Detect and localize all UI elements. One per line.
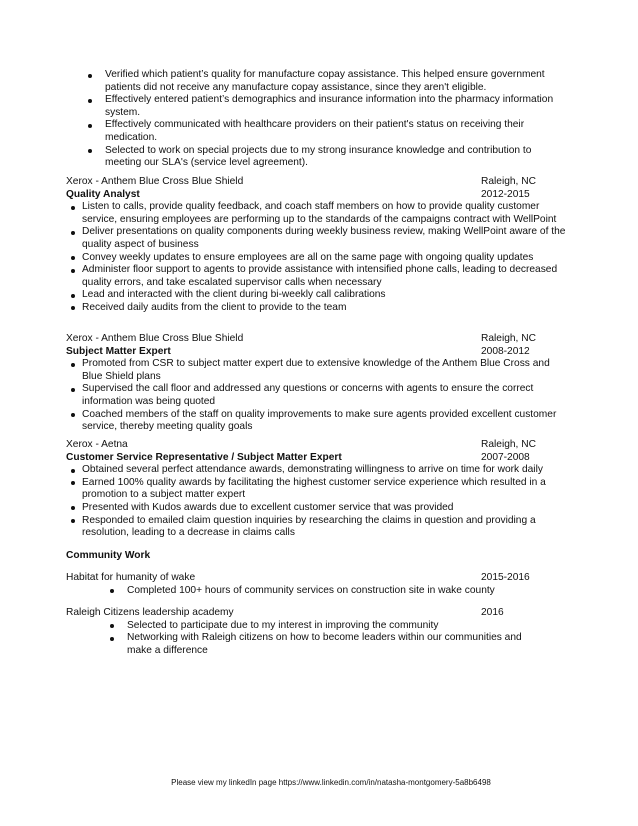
list-item: Coached members of the staff on quality improvements to make sure agents provided excellent customer service, thereby meeting quality goals [82, 409, 572, 434]
list-item: Administer floor support to agents to provide assistance with intensified phone calls, leading to decreased quality errors, and take escalated supervisor calls when necessary [82, 264, 572, 289]
employer: Xerox - Anthem Blue Cross Blue Shield [66, 333, 244, 344]
job-bullets [82, 201, 572, 314]
list-item: Effectively communicated with healthcare providers on their patient's status on receiving their medication. [105, 119, 560, 144]
employer: Xerox - Anthem Blue Cross Blue Shield [66, 176, 244, 187]
section-heading-community: Community Work [66, 550, 151, 561]
job-bullets [82, 358, 572, 434]
job-location: Raleigh, NC [481, 333, 536, 344]
job-title: Customer Service Representative / Subject Matter Expert [66, 451, 342, 463]
community-bullets [127, 620, 547, 658]
org-dates: 2015-2016 [481, 572, 530, 583]
list-item: Presented with Kudos awards due to excellent customer service that was provided [82, 502, 572, 515]
list-item: Selected to participate due to my interest in improving the community [127, 620, 547, 633]
job-customer-service-rep [66, 439, 572, 540]
job-dates: 2008-2012 [481, 345, 530, 357]
job-title-row [66, 189, 572, 202]
org-dates: 2016 [481, 607, 504, 618]
list-item: Responded to emailed claim question inquiries by researching the claims in question and providing a resolution, leading to a decrease in claims calls [82, 515, 572, 540]
community-bullets [127, 585, 547, 598]
org-name: Habitat for humanity of wake [66, 572, 196, 583]
job-dates: 2012-2015 [481, 188, 530, 200]
employer: Xerox - Aetna [66, 439, 128, 450]
list-item: Received daily audits from the client to provide to the team [82, 302, 572, 315]
list-item: Completed 100+ hours of community services on construction site in wake county [127, 585, 547, 598]
job-header [66, 439, 572, 452]
community-item-leadership [66, 607, 572, 657]
list-item: Obtained several perfect attendance awards, demonstrating willingness to arrive on time for work daily [82, 464, 572, 477]
job-location: Raleigh, NC [481, 176, 536, 187]
list-item: Networking with Raleigh citizens on how to become leaders within our communities and make a difference [127, 632, 547, 657]
job-title: Subject Matter Expert [66, 345, 171, 357]
list-item: Supervised the call floor and addressed any questions or concerns with agents to ensure the correct information was being quoted [82, 383, 572, 408]
job-header [66, 176, 572, 189]
list-item: Lead and interacted with the client during bi-weekly call calibrations [82, 289, 572, 302]
list-item: Deliver presentations on quality components during weekly business review, making WellPoint aware of the quality aspect of business [82, 226, 572, 251]
footer-linkedin-note: Please view my linkedIn page https://www.linkedin.com/in/natasha-montgomery-5a8b6498 [171, 778, 491, 787]
previous-job-bullets [105, 69, 560, 170]
list-item: Listen to calls, provide quality feedback, and coach staff members on how to provide quality customer service, ensuring employees are performing up to the standards of the campaigns contract with WellPoint [82, 201, 572, 226]
community-item-habitat [66, 572, 572, 597]
job-title-row [66, 346, 572, 359]
org-name: Raleigh Citizens leadership academy [66, 607, 234, 618]
list-item: Promoted from CSR to subject matter expert due to extensive knowledge of the Anthem Blue Cross and Blue Shield plans [82, 358, 572, 383]
list-item: Earned 100% quality awards by facilitating the highest customer service experience which resulted in a promotion to a subject matter expert [82, 477, 572, 502]
list-item: Effectively entered patient’s demographics and insurance information into the pharmacy information system. [105, 94, 560, 119]
job-title: Quality Analyst [66, 188, 140, 200]
job-subject-matter-expert [66, 333, 572, 434]
job-quality-analyst [66, 176, 572, 315]
job-location: Raleigh, NC [481, 439, 536, 450]
job-dates: 2007-2008 [481, 451, 530, 463]
list-item: Verified which patient’s quality for manufacture copay assistance. This helped ensure government patients did not receive any manufacture copay assistance, since they aren't eligible. [105, 69, 560, 94]
list-item: Convey weekly updates to ensure employees are all on the same page with ongoing quality updates [82, 252, 572, 265]
job-title-row [66, 452, 572, 465]
job-header [66, 333, 572, 346]
list-item: Selected to work on special projects due to my strong insurance knowledge and contribution to meeting our SLA's (service level agreement). [105, 145, 560, 170]
job-bullets [82, 464, 572, 540]
